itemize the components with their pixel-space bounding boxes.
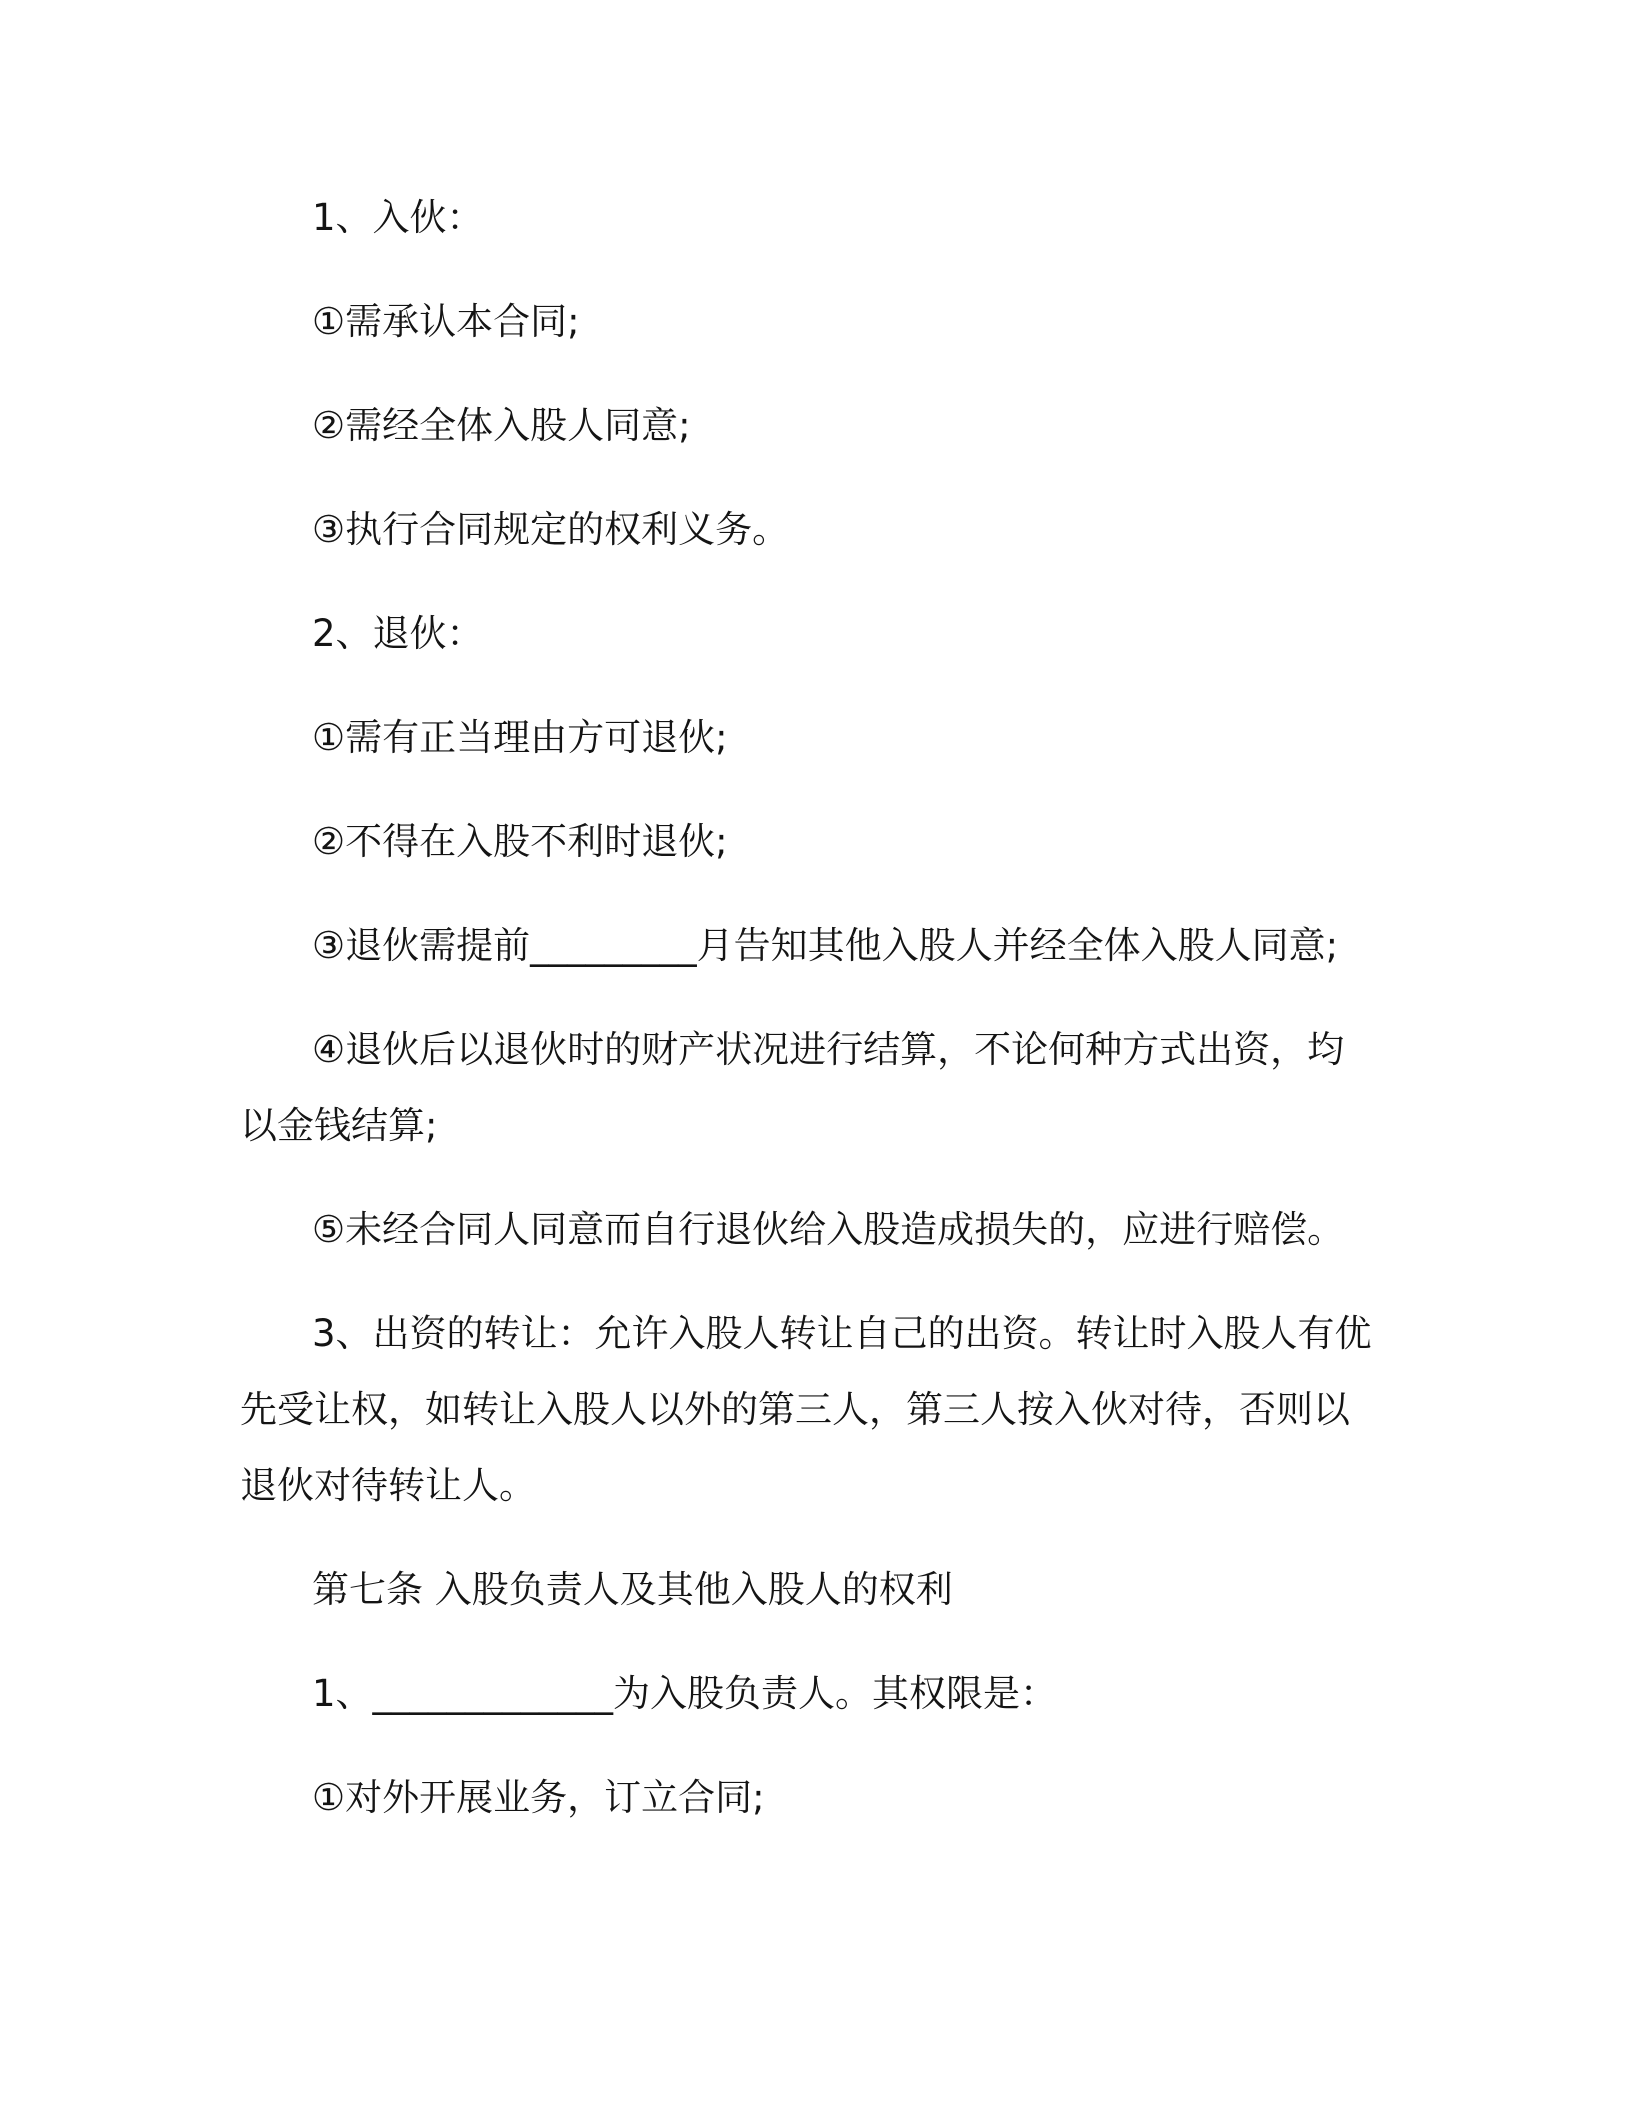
paragraph-withdrawal-item-2: ②不得在入股不利时退伙; bbox=[312, 820, 728, 863]
paragraph-withdrawal-heading: 2、退伙： bbox=[312, 612, 484, 655]
article-seven-heading: 第七条 入股负责人及其他入股人的权利 bbox=[312, 1568, 953, 1611]
paragraph-responsible-person: 1、_____________为入股负责人。其权限是： bbox=[312, 1672, 1058, 1715]
paragraph-withdrawal-item-1: ①需有正当理由方可退伙; bbox=[312, 716, 728, 759]
paragraph-joining-item-1: ①需承认本合同; bbox=[312, 300, 580, 343]
paragraph-withdrawal-item-3: ③退伙需提前_________月告知其他入股人并经全体入股人同意; bbox=[312, 924, 1339, 967]
paragraph-joining-heading: 1、入伙： bbox=[312, 196, 484, 239]
paragraph-withdrawal-item-5: ⑤未经合同人同意而自行退伙给入股造成损失的，应进行赔偿。 bbox=[312, 1208, 1345, 1251]
paragraph-authority-item-1: ①对外开展业务，订立合同; bbox=[312, 1776, 765, 1819]
paragraph-joining-item-2: ②需经全体入股人同意; bbox=[312, 404, 691, 447]
paragraph-joining-item-3: ③执行合同规定的权利义务。 bbox=[312, 508, 790, 551]
paragraph-capital-transfer: 3、出资的转让：允许入股人转让自己的出资。转让时入股人有优先受让权，如转让入股人以外的第三人，第三人按入伙对待，否则以退伙对待转让人。 bbox=[240, 1312, 1372, 1507]
paragraph-withdrawal-item-4: ④退伙后以退伙时的财产状况进行结算，不论何种方式出资，均以金钱结算; bbox=[240, 1028, 1345, 1147]
